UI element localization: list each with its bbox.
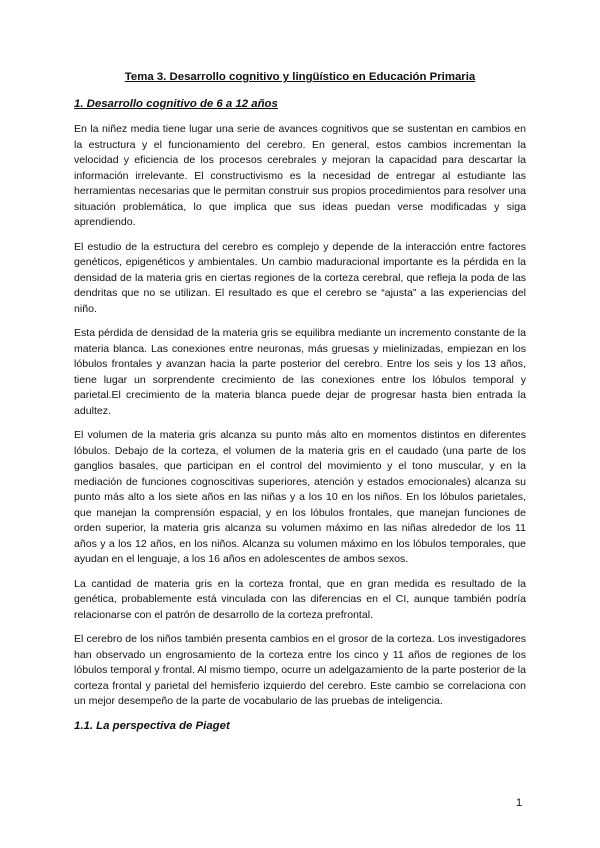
- section-heading: 1. Desarrollo cognitivo de 6 a 12 años: [74, 98, 278, 110]
- paragraph-2: El estudio de la estructura del cerebro es complejo y depende de la interacción entre factores genéticos, epigenéticos y ambientales. Un cambio maduracional importante es la pérdida en la densidad de la materia gris en ciertas regiones de la corteza cerebral, que refleja la poda de las dendritas que no se utilizan. El resultado es que el cerebro se “ajusta” a las experiencias del niño.: [74, 240, 526, 315]
- paragraph-4: El volumen de la materia gris alcanza su punto más alto en momentos distintos en diferentes lóbulos. Debajo de la corteza, el volumen de la materia gris en el caudado (una parte de los ganglios basales, que participan en el control del movimiento y el tono muscular, y en la mediación de funciones cognoscitivas superiores, atención y estados emocionales) alcanza su punto más alto a los siete años en las niñas y a los 10 en los niños. En los lóbulos parietales, que manejan la comprensión espacial, y en los lóbulos frontales, que manejan funciones de orden superior, la materia gris alcanza su volumen máximo en las niñas alrededor de los 11 años y a los 12 años, en los niños. Alcanza su volumen máximo en los lóbulos temporales, que ayudan en el lenguaje, a los 16 años en adolescentes de ambos sexos.: [74, 429, 526, 565]
- paragraph-1: En la niñez media tiene lugar una serie de avances cognitivos que se sustentan en cambios en la estructura y el funcionamiento del cerebro. En general, estos cambios incrementan la velocidad y eficiencia de los procesos cerebrales y mejoran la capacidad para descartar la información irrelevante. El constructivismo es la necesidad de entregar al estudiante las herramientas necesarias que le permitan construir sus propios procedimientos para resolver una situación problemática, lo que implica que sus ideas puedan verse modificadas y siga aprendiendo.: [74, 123, 526, 228]
- document-title: Tema 3. Desarrollo cognitivo y lingüístico en Educación Primaria: [124, 71, 476, 83]
- page-number: 1: [516, 797, 523, 809]
- paragraph-5: La cantidad de materia gris en la corteza frontal, que en gran medida es resultado de la genética, probablemente está vinculada con las diferencias en el CI, aunque también podría relacionarse con el patrón de desarrollo de la corteza prefrontal.: [74, 577, 526, 621]
- subsection-heading: 1.1. La perspectiva de Piaget: [74, 719, 230, 732]
- paragraph-3: Esta pérdida de densidad de la materia gris se equilibra mediante un incremento constante de la materia blanca. Las conexiones entre neuronas, más gruesas y mielinizadas, empiezan en los lóbulos frontales y avanzan hacia la parte posterior del cerebro. Entre los seis y los 13 años, tiene lugar un sorprendente crecimiento de las conexiones entre los lóbulos temporal y parietal.El crecimiento de la materia blanca puede dejar de progresar hasta bien entrada la adultez.: [74, 327, 526, 417]
- paragraph-6: El cerebro de los niños también presenta cambios en el grosor de la corteza. Los investigadores han observado un engrosamiento de la corteza entre los cinco y 11 años de regiones de los lóbulos temporal y frontal. Al mismo tiempo, ocurre un adelgazamiento de la parte posterior de la corteza frontal y parietal del hemisferio izquierdo del cerebro. Este cambio se correlaciona con un mejor desempeño de la parte de vocabulario de las pruebas de inteligencia.: [74, 633, 526, 707]
- document-page: [74, 70, 526, 734]
